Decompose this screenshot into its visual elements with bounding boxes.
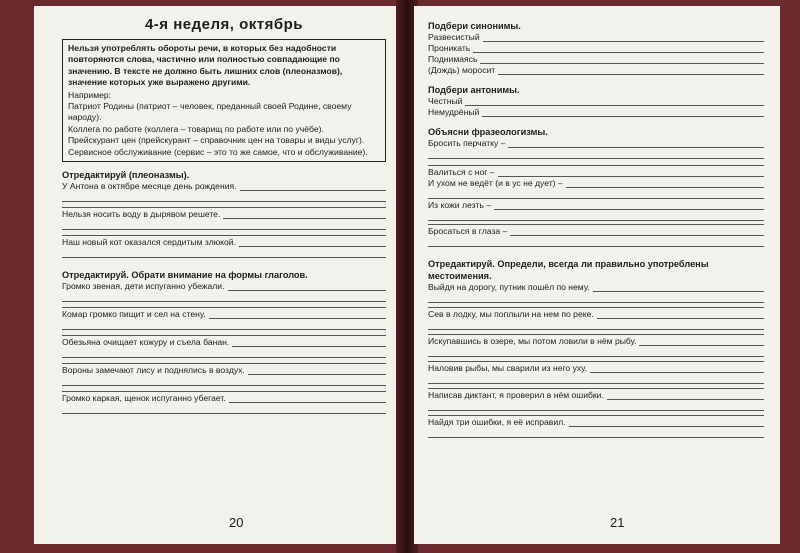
answer-line <box>428 189 764 200</box>
task-heading: Объясни фразеологизмы. <box>428 127 548 137</box>
example-item: Прейскурант цен (прейскурант – справочник цен на товары и виды услуг). <box>68 135 365 146</box>
answer-line <box>62 320 386 331</box>
answer-line <box>62 220 386 231</box>
exercise-line <box>428 32 764 43</box>
exercise-line <box>428 107 764 118</box>
exercise-text: Комар громко пищит и сел на стену. <box>62 309 209 319</box>
page-number: 20 <box>229 515 244 530</box>
answer-line <box>428 374 764 385</box>
rule-box <box>62 39 386 162</box>
exercise-text: Честный <box>428 96 465 106</box>
answer-line <box>428 149 764 160</box>
exercise-line <box>428 417 764 428</box>
answer-line <box>62 292 386 303</box>
answer-line <box>428 160 764 167</box>
exercise-text: Выйдя на дорогу, путник пошёл по нему. <box>428 282 593 292</box>
exercise-line <box>62 181 386 192</box>
exercise-line <box>62 393 386 404</box>
exercise-text: У Антона в октябре месяце день рождения. <box>62 181 240 191</box>
rule-text: Нельзя употреблять обороты речи, в которых без надобности повторяются слова, частично или полностью совпадающие по значению. В тексте не должно быть лишних слов (плеоназмов), значение которых уже выражено другими. <box>68 43 343 88</box>
exercise-line <box>62 281 386 292</box>
exercise-text: Наш новый кот оказался сердитым злюкой. <box>62 237 239 247</box>
exercise-line <box>428 167 764 178</box>
exercise-text: Громко звеная, дети испуганно убежали. <box>62 281 228 291</box>
exercise-text: Нельзя носить воду в дырявом решете. <box>62 209 223 219</box>
answer-line <box>62 192 386 203</box>
answer-line <box>428 347 764 358</box>
task-heading: Отредактируй (плеоназмы). <box>62 170 190 181</box>
exercise-text: Вороны замечают лису и поднялись в воздух. <box>62 365 248 375</box>
answer-line <box>62 376 386 387</box>
exercise-text: Проникать <box>428 43 473 53</box>
exercise-line <box>428 54 764 65</box>
exercise-text: Искупавшись в озере, мы потом ловили в нём рыбу. <box>428 336 639 346</box>
answer-line <box>428 428 764 439</box>
exercise-text: Немудрёный <box>428 107 482 117</box>
exercise-line <box>428 309 764 320</box>
exercise-text: Наловив рыбы, мы сварили из него уху. <box>428 363 590 373</box>
exercise-line <box>62 237 386 248</box>
task-heading: Отредактируй. Обрати внимание на формы глаголов. <box>62 270 308 281</box>
answer-line <box>428 211 764 222</box>
exercise-line <box>428 336 764 347</box>
exercise-line <box>62 365 386 376</box>
exercise-text: Найдя три ошибки, я её исправил. <box>428 417 569 427</box>
left-page <box>34 6 402 544</box>
exercise-text: И ухом не ведёт (и в ус не дует) – <box>428 178 566 188</box>
exercise-line <box>428 65 764 76</box>
page-title: 4-я неделя, октябрь <box>144 16 304 33</box>
answer-line <box>62 404 386 415</box>
exercise-text: Обезьяна очищает кожуру и съела банан. <box>62 337 232 347</box>
answer-line <box>62 248 386 259</box>
task-heading: Подбери антонимы. <box>428 85 520 95</box>
exercise-line <box>428 363 764 374</box>
answer-line <box>428 293 764 304</box>
exercise-line <box>428 96 764 107</box>
exercise-text: Сев в лодку, мы поплыли на нем по реке. <box>428 309 597 319</box>
exercise-line <box>62 209 386 220</box>
exercise-text: Валиться с ног – <box>428 167 498 177</box>
right-page <box>414 6 780 544</box>
exercise-line <box>428 226 764 237</box>
example-item: Патриот Родины (патриот – человек, преданный своей Родине, своему народу). <box>68 101 352 123</box>
exercise-text: Поднимаясь <box>428 54 480 64</box>
exercise-line <box>62 309 386 320</box>
task-heading: Подбери синонимы. <box>428 21 521 31</box>
exercise-line <box>428 138 764 149</box>
example-item: Сервисное обслуживание (сервис – это то же самое, что и обслуживание). <box>68 146 368 157</box>
exercise-line <box>428 178 764 189</box>
exercise-text: Громко каркая, щенок испуганно убегает. <box>62 393 229 403</box>
task-heading: Отредактируй. Определи, всегда ли правильно употреблены местоимения. <box>428 259 709 281</box>
exercise-line <box>428 282 764 293</box>
exercise-text: Из кожи лезть – <box>428 200 494 210</box>
exercise-text: Бросить перчатку – <box>428 138 508 148</box>
exercise-line <box>62 337 386 348</box>
answer-line <box>428 401 764 412</box>
exercise-line <box>428 43 764 54</box>
answer-line <box>428 237 764 248</box>
exercise-text: Развесистый <box>428 32 483 42</box>
exercise-line <box>428 390 764 401</box>
page-number: 21 <box>610 515 625 530</box>
exercise-line <box>428 200 764 211</box>
answer-line <box>62 348 386 359</box>
exercise-text: Бросаться в глаза – <box>428 226 510 236</box>
answer-line <box>428 320 764 331</box>
exercise-text: (Дождь) моросит <box>428 65 498 75</box>
example-item: Коллега по работе (коллега – товарищ по работе или по учёбе). <box>68 123 324 134</box>
examples-heading: Например: <box>68 89 112 100</box>
exercise-text: Написав диктант, я проверил в нём ошибки. <box>428 390 607 400</box>
